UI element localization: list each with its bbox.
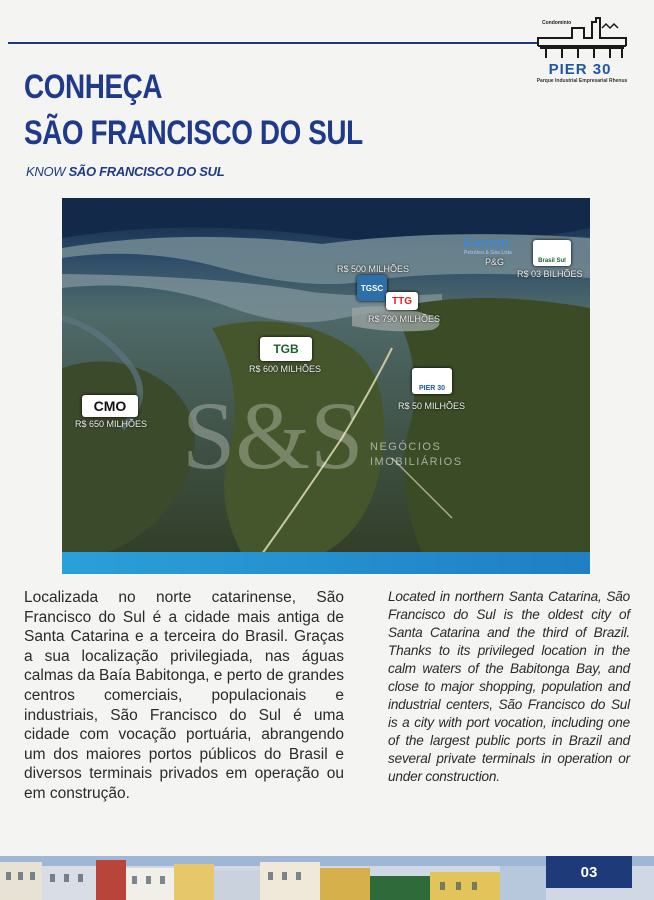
subtitle-bold: SÃO FRANCISCO DO SUL bbox=[68, 164, 225, 179]
body-text-portuguese: Localizada no norte catarinense, São Francisco do Sul é a cidade mais antiga de Santa Catarina e a terceira do Brasil. Graças a sua localização privilegiada, nas águas calmas da Baía Babitonga, e perto de grandes centros comerciais, populacionais e industriais, São Francisco do Sul é uma cidade com vocação portuária, abrangendo um dos maiores portos públicos do Brasil e diversos terminais privados em operação ou em construção. bbox=[24, 589, 344, 802]
marker-badge-tgb: TGB bbox=[260, 337, 312, 361]
page-number: 03 bbox=[546, 856, 632, 888]
subtitle-prefix: KNOW bbox=[26, 164, 66, 179]
logo-small-text: Condomínio bbox=[542, 20, 572, 26]
title-line-1: CONHEÇA bbox=[24, 68, 163, 106]
header-rule bbox=[8, 42, 538, 44]
marker-value-brasil-sul: R$ 03 BILHÕES bbox=[517, 269, 583, 279]
marker-value-tgsc: R$ 500 MILHÕES bbox=[337, 264, 410, 274]
watermark-logo: S&S bbox=[182, 382, 364, 489]
body-text-english: Located in northern Santa Catarina, São Francisco do Sul is the oldest city of Santa Catarina and the third of Brazil. Thanks to its privileged location in the calm waters of the Babitonga Bay, and close to major shopping, population and industrial centers, São Francisco do Sul is a city with port vocation, including one of the largest public ports in Brazil and several private terminals in operation or under construction. bbox=[388, 589, 630, 784]
marker-badge-pier30: PIER 30 bbox=[412, 368, 452, 394]
marker-badge-brasil-sul: Brasil Sul bbox=[533, 240, 571, 266]
logo-tagline: Parque Industrial Empresarial Rhenus bbox=[536, 78, 628, 84]
marker-badge-cmo: CMO bbox=[82, 395, 138, 417]
karoon-name: Karoon bbox=[464, 234, 510, 250]
marker-badge-ttg: TTG bbox=[386, 292, 418, 310]
marker-badge-tgsc: TGSC bbox=[357, 275, 387, 301]
marker-badge-karoon bbox=[448, 230, 520, 260]
watermark-text-1: NEGÓCIOS bbox=[370, 441, 442, 453]
title-line-2: SÃO FRANCISCO DO SUL bbox=[24, 114, 363, 152]
marker-value-pier30: R$ 50 MILHÕES bbox=[398, 401, 466, 411]
pier30-logo bbox=[532, 14, 632, 84]
logo-name: PIER 30 bbox=[548, 61, 612, 78]
aerial-map bbox=[62, 198, 590, 574]
watermark-text-2: IMOBILIÁRIOS bbox=[370, 456, 463, 468]
marker-value-tgb: R$ 600 MILHÕES bbox=[249, 364, 322, 374]
page-title bbox=[24, 64, 363, 156]
marker-value-cmo: R$ 650 MILHÕES bbox=[75, 419, 148, 429]
page-subtitle bbox=[26, 164, 224, 179]
marker-value-ttg: R$ 790 MILHÕES bbox=[368, 314, 441, 324]
karoon-sub: Petróleo & Gás Ltda bbox=[464, 249, 512, 256]
marker-value-karoon: P&G bbox=[485, 257, 505, 267]
